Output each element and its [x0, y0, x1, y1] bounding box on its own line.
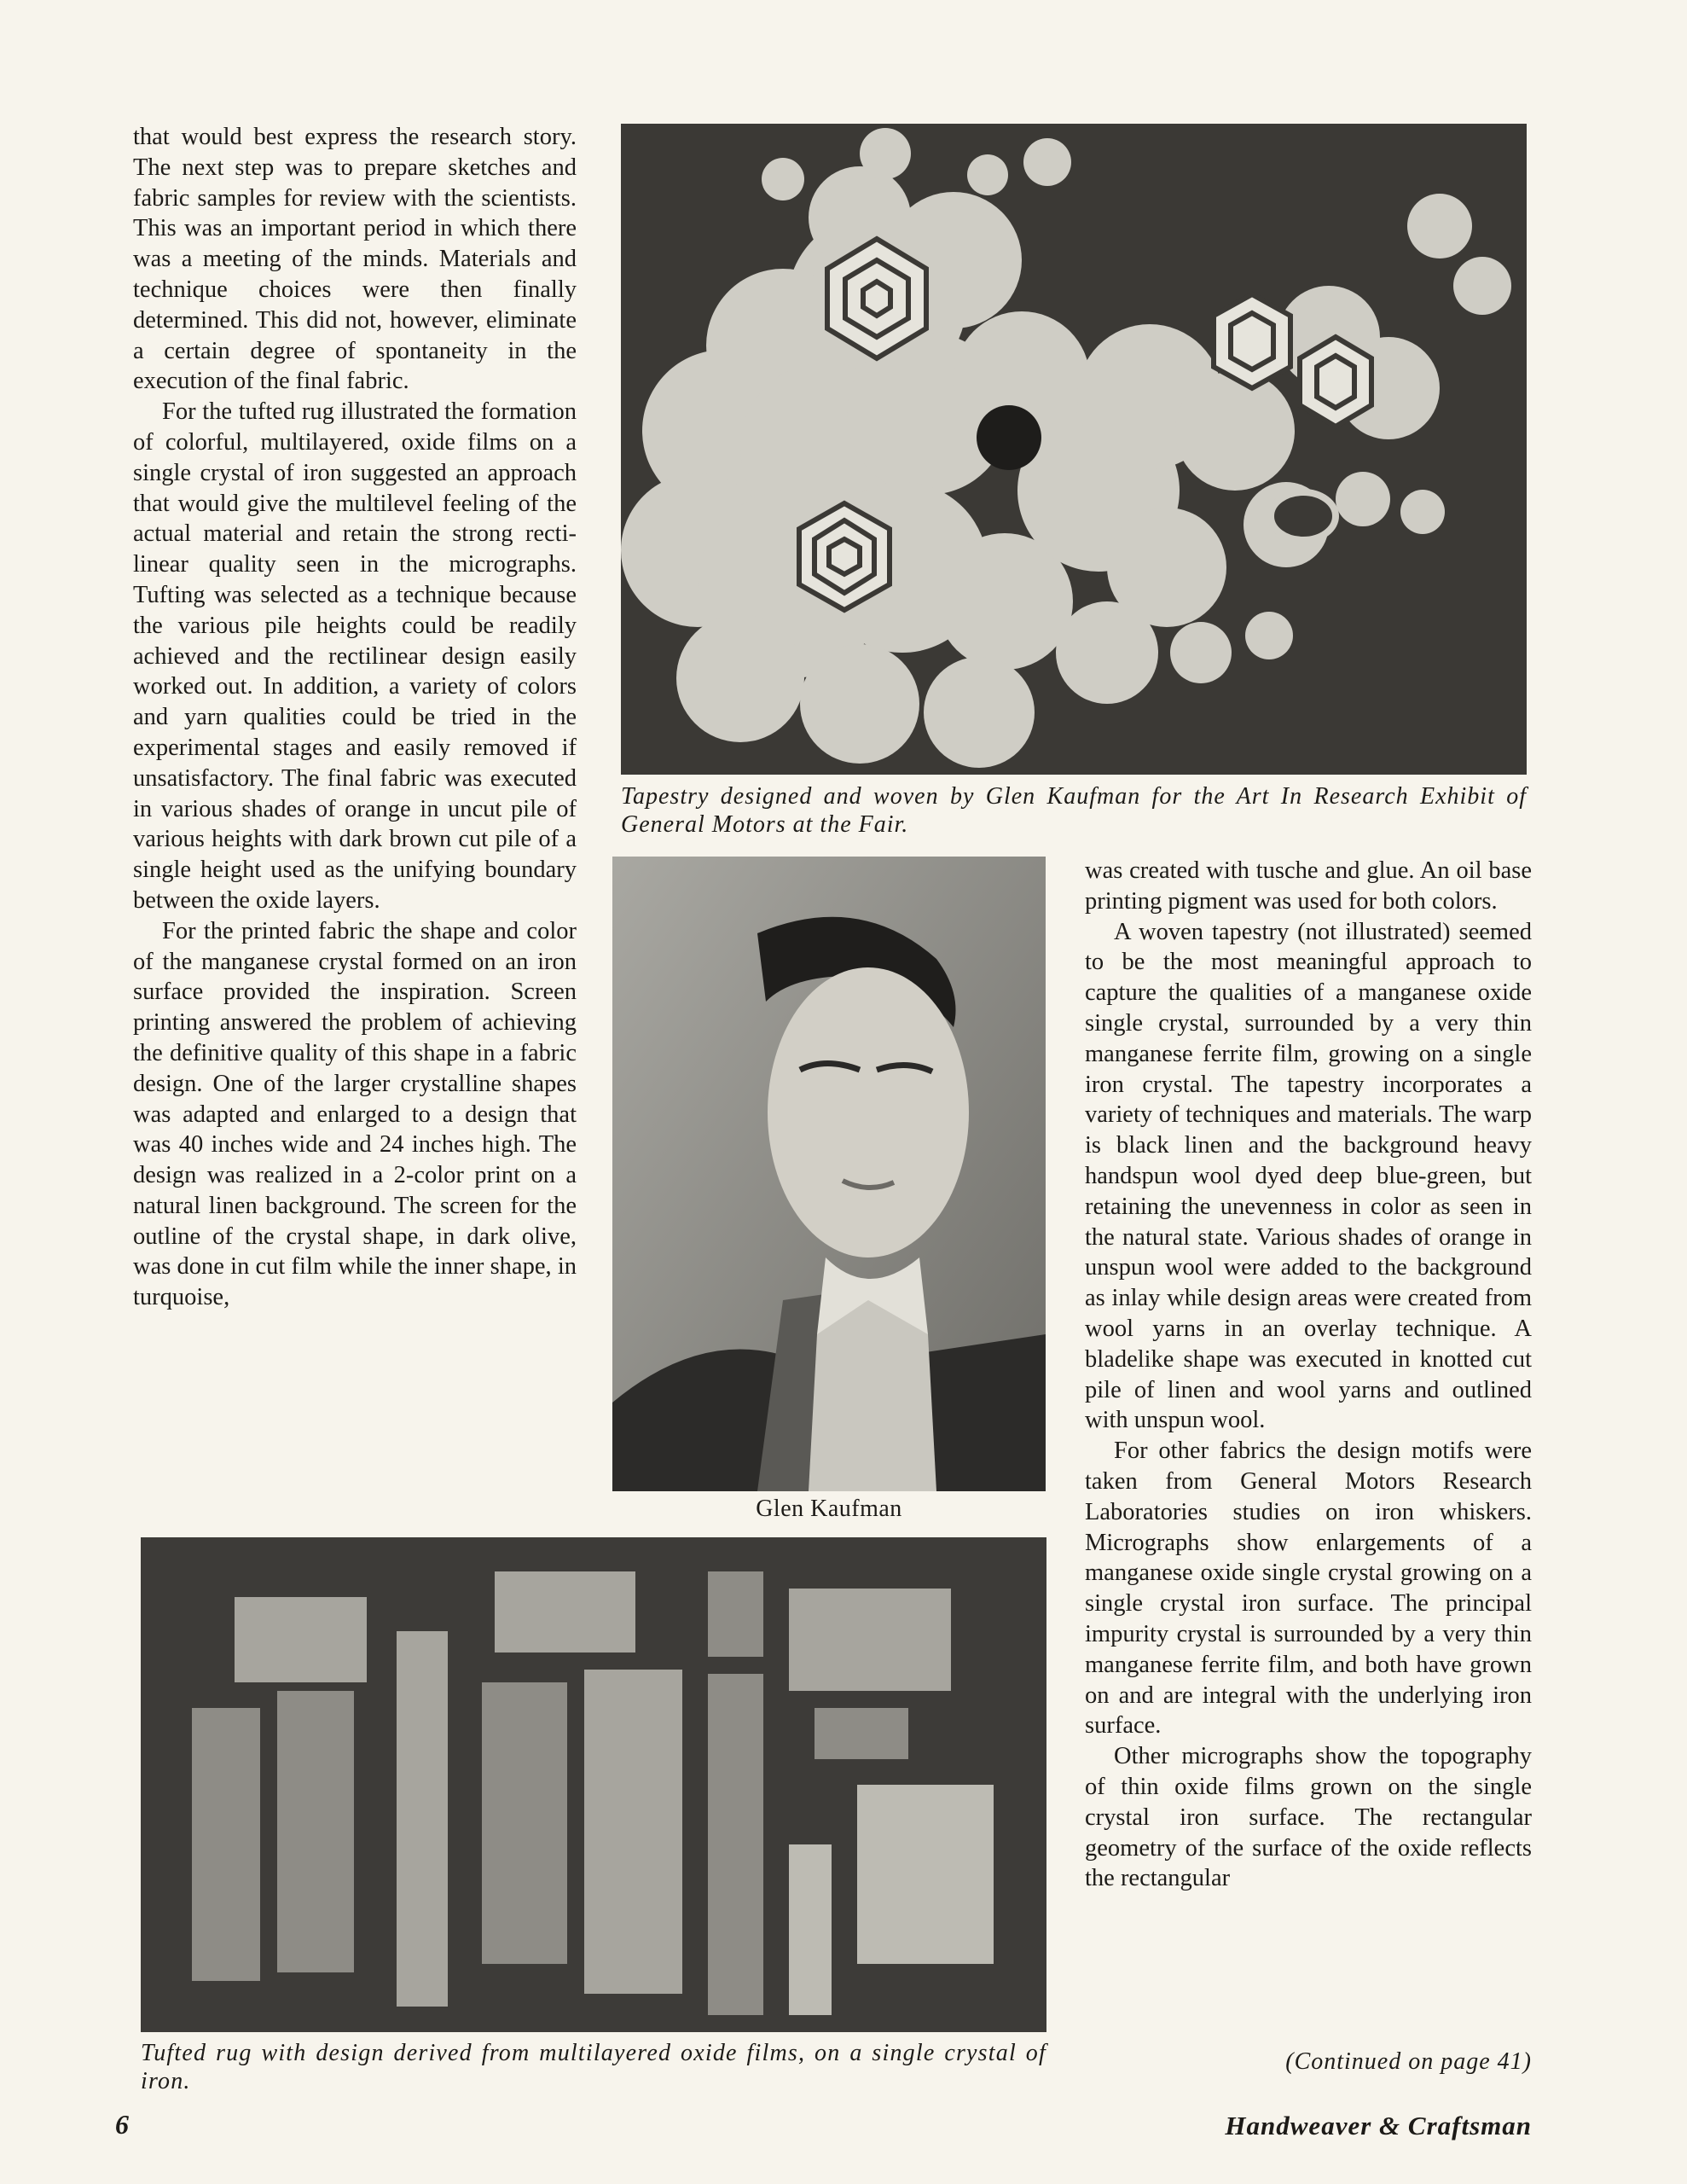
paragraph: For other fabrics the design motifs were taken from General Motors Research Laboratories studies on iron whiskers. Micrographs show enlargements of a manganese oxide single crystal growing on a single crystal iron surface. The principal impurity crystal is surrounded by a very thin manganese ferrite film, and both have grown on and are integral with the underlying iron surface.	[1085, 1438, 1532, 1740]
portrait-caption: Glen Kaufman	[756, 1496, 902, 1522]
paragraph: For the tufted rug illustrated the formation of colorful, multilayered, oxide films on a single crystal of iron suggested an approach that would give the multilevel feeling of the actual material and retain the strong rectilinear quality seen in the micrographs. Tufting was selected as a technique because the various pile heights could be readily achieved and the rectilinear design easily worked out. In addition, a variety of colors and yarn qualities could be tried in the experimental stages and easily removed if unsatisfactory. The final fabric was executed in various shades of orange in uncut pile of various heights with dark brown cut pile of a single height used as the unifying boundary between the oxide layers.	[133, 398, 577, 914]
rug-caption: Tufted rug with design derived from multilayered oxide films, on a single crystal of iron.	[141, 2040, 1046, 2094]
paragraph: was created with tusche and glue. An oil base printing pigment was used for both colors.	[1085, 857, 1532, 915]
magazine-title: Handweaver & Craftsman	[1225, 2111, 1532, 2140]
tapestry-caption: Tapestry designed and woven by Glen Kaufman for the Art In Research Exhibit of General Motors at the Fair.	[621, 783, 1527, 838]
page-number: 6	[115, 2109, 129, 2140]
paragraph: A woven tapestry (not illustrated) seemed to be the most meaningful approach to capture the qualities of a manganese oxide single crystal, surrounded by a very thin manganese ferrite film, growing on a single iron crystal. The tapestry incorporates a variety of techniques and materials. The warp is black linen and the background heavy handspun wool dyed deep blue-green, but retaining the unevenness in color as seen in the natural state. Various shades of orange in unspun wool were added to the background as inlay while design areas were created from wool yarns in an overlay technique. A bladelike shape was executed in knotted cut pile of linen and wool yarns and outlined with unspun wool.	[1085, 918, 1532, 1434]
article-column-left	[133, 122, 577, 1521]
rug-photo	[141, 1537, 1046, 2032]
paragraph: that would best express the research story. The next step was to prepare sketches and fabric samples for review with the scientists. This was an important period in which there was a meeting of the minds. Materials and technique choices were then finally determined. This did not, however, eliminate a certain degree of spontaneity in the execution of the final fabric.	[133, 124, 577, 395]
tapestry-photo	[621, 124, 1527, 775]
article-column-right	[1085, 856, 1532, 2059]
continued-note: (Continued on page 41)	[1285, 2048, 1532, 2075]
portrait-photo	[612, 857, 1046, 1491]
paragraph: Other micrographs show the topography of thin oxide films grown on the single crystal iron surface. The rectangular geometry of the surface of the oxide reflects the rectangular	[1085, 1743, 1532, 1892]
paragraph: For the printed fabric the shape and color of the manganese crystal formed on an iron surface provided the inspiration. Screen printing answered the problem of achieving the definitive quality of this shape in a fabric design. One of the larger crystalline shapes was adapted and enlarged to a design that was 40 inches wide and 24 inches high. The design was realized in a 2-color print on a natural linen background. The screen for the outline of the crystal shape, in dark olive, was done in cut film while the inner shape, in turquoise,	[133, 917, 577, 1311]
